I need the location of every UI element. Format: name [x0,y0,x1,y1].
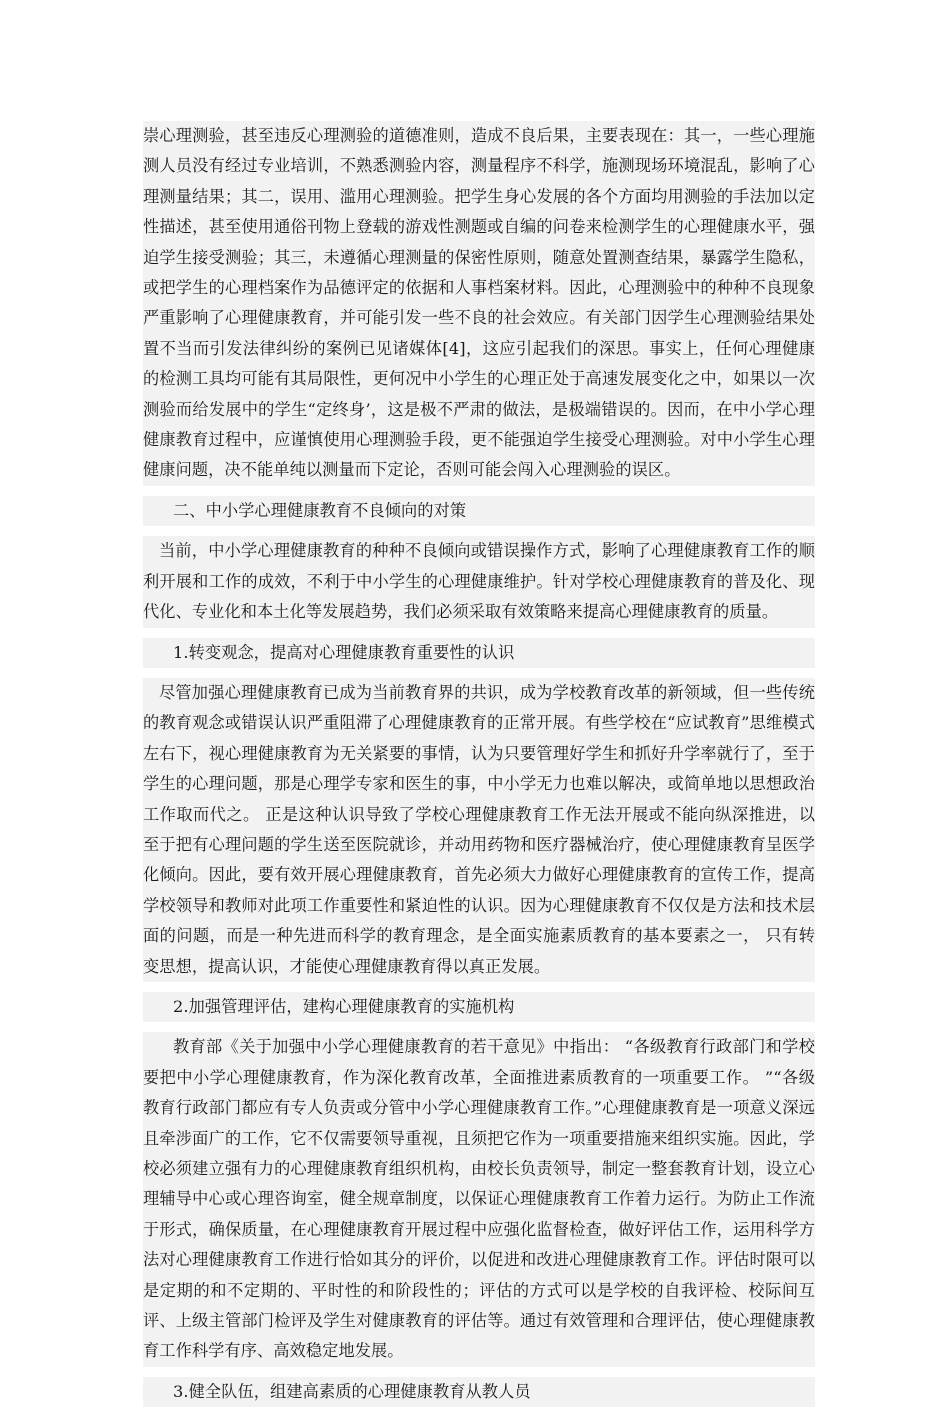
subsection-heading: 3.健全队伍，组建高素质的心理健康教育从教人员 [143,1377,815,1407]
section-heading: 二、中小学心理健康教育不良倾向的对策 [143,496,815,526]
paragraph-spacer [143,982,815,992]
paragraph-spacer [143,1022,815,1032]
subsection-heading: 1.转变观念，提高对心理健康教育重要性的认识 [143,638,815,668]
paragraph-spacer [143,526,815,536]
paragraph-spacer [143,1367,815,1377]
subsection-heading: 2.加强管理评估，建构心理健康教育的实施机构 [143,992,815,1022]
document-body [143,121,815,1407]
paragraph-spacer [143,668,815,678]
paragraph-spacer [143,486,815,496]
paragraph: 当前，中小学心理健康教育的种种不良倾向或错误操作方式，影响了心理健康教育工作的顺利开展和工作的成效，不利于中小学生的心理健康维护。针对学校心理健康教育的普及化、现代化、专业化和本土化等发展趋势，我们必须采取有效策略来提高心理健康教育的质量。 [143,536,815,627]
paragraph: 崇心理测验，甚至违反心理测验的道德准则，造成不良后果，主要表现在：其一，一些心理施测人员没有经过专业培训，不熟悉测验内容，测量程序不科学，施测现场环境混乱，影响了心理测量结果；其二，误用、滥用心理测验。把学生身心发展的各个方面均用测验的手法加以定性描述，甚至使用通俗刊物上登载的游戏性测题或自编的问卷来检测学生的心理健康水平，强迫学生接受测验；其三，未遵循心理测量的保密性原则，随意处置测查结果，暴露学生隐私，或把学生的心理档案作为品德评定的依据和人事档案材料。因此，心理测验中的种种不良现象严重影响了心理健康教育，并可能引发一些不良的社会效应。有关部门因学生心理测验结果处置不当而引发法律纠纷的案例已见诸媒体[4]，这应引起我们的深思。事实上，任何心理健康的检测工具均可能有其局限性，更何况中小学生的心理正处于高速发展变化之中，如果以一次测验而给发展中的学生“定终身’，这是极不严肃的做法，是极端错误的。因而，在中小学心理健康教育过程中，应谨慎使用心理测验手段，更不能强迫学生接受心理测验。对中小学生心理健康问题，决不能单纯以测量而下定论，否则可能会闯入心理测验的误区。 [143,121,815,486]
paragraph: 教育部《关于加强中小学心理健康教育的若干意见》中指出： “各级教育行政部门和学校要把中小学心理健康教育，作为深化教育改革，全面推进素质教育的一项重要工作。 ”“各级教育行政部门都应有专人负责或分管中小学心理健康教育工作。”心理健康教育是一项意义深远且牵涉面广的工作，它不仅需要领导重视，且须把它作为一项重要措施来组织实施。因此，学校必须建立强有力的心理健康教育组织机构，由校长负责领导，制定一整套教育计划，设立心理辅导中心或心理咨询室，健全规章制度，以保证心理健康教育工作着力运行。为防止工作流于形式，确保质量，在心理健康教育开展过程中应强化监督检查，做好评估工作，运用科学方法对心理健康教育工作进行恰如其分的评价，以促进和改进心理健康教育工作。评估时限可以是定期的和不定期的、平时性的和阶段性的；评估的方式可以是学校的自我评检、校际间互评、上级主管部门检评及学生对健康教育的评估等。通过有效管理和合理评估，使心理健康教育工作科学有序、高效稳定地发展。 [143,1032,815,1366]
paragraph-spacer [143,628,815,638]
paragraph: 尽管加强心理健康教育已成为当前教育界的共识，成为学校教育改革的新领域，但一些传统的教育观念或错误认识严重阻滞了心理健康教育的正常开展。有些学校在“应试教育”思维模式左右下，视心理健康教育为无关紧要的事情，认为只要管理好学生和抓好升学率就行了，至于学生的心理问题，那是心理学专家和医生的事，中小学无力也难以解决，或简单地以思想政治工作取而代之。 正是这种认识导致了学校心理健康教育工作无法开展或不能向纵深推进，以至于把有心理问题的学生送至医院就诊，并动用药物和医疗器械治疗，使心理健康教育呈医学化倾向。因此，要有效开展心理健康教育，首先必须大力做好心理健康教育的宣传工作，提高学校领导和教师对此项工作重要性和紧迫性的认识。因为心理健康教育不仅仅是方法和技术层面的问题，而是一种先进而科学的教育理念，是全面实施素质教育的基本要素之一， 只有转变思想，提高认识，才能使心理健康教育得以真正发展。 [143,678,815,982]
